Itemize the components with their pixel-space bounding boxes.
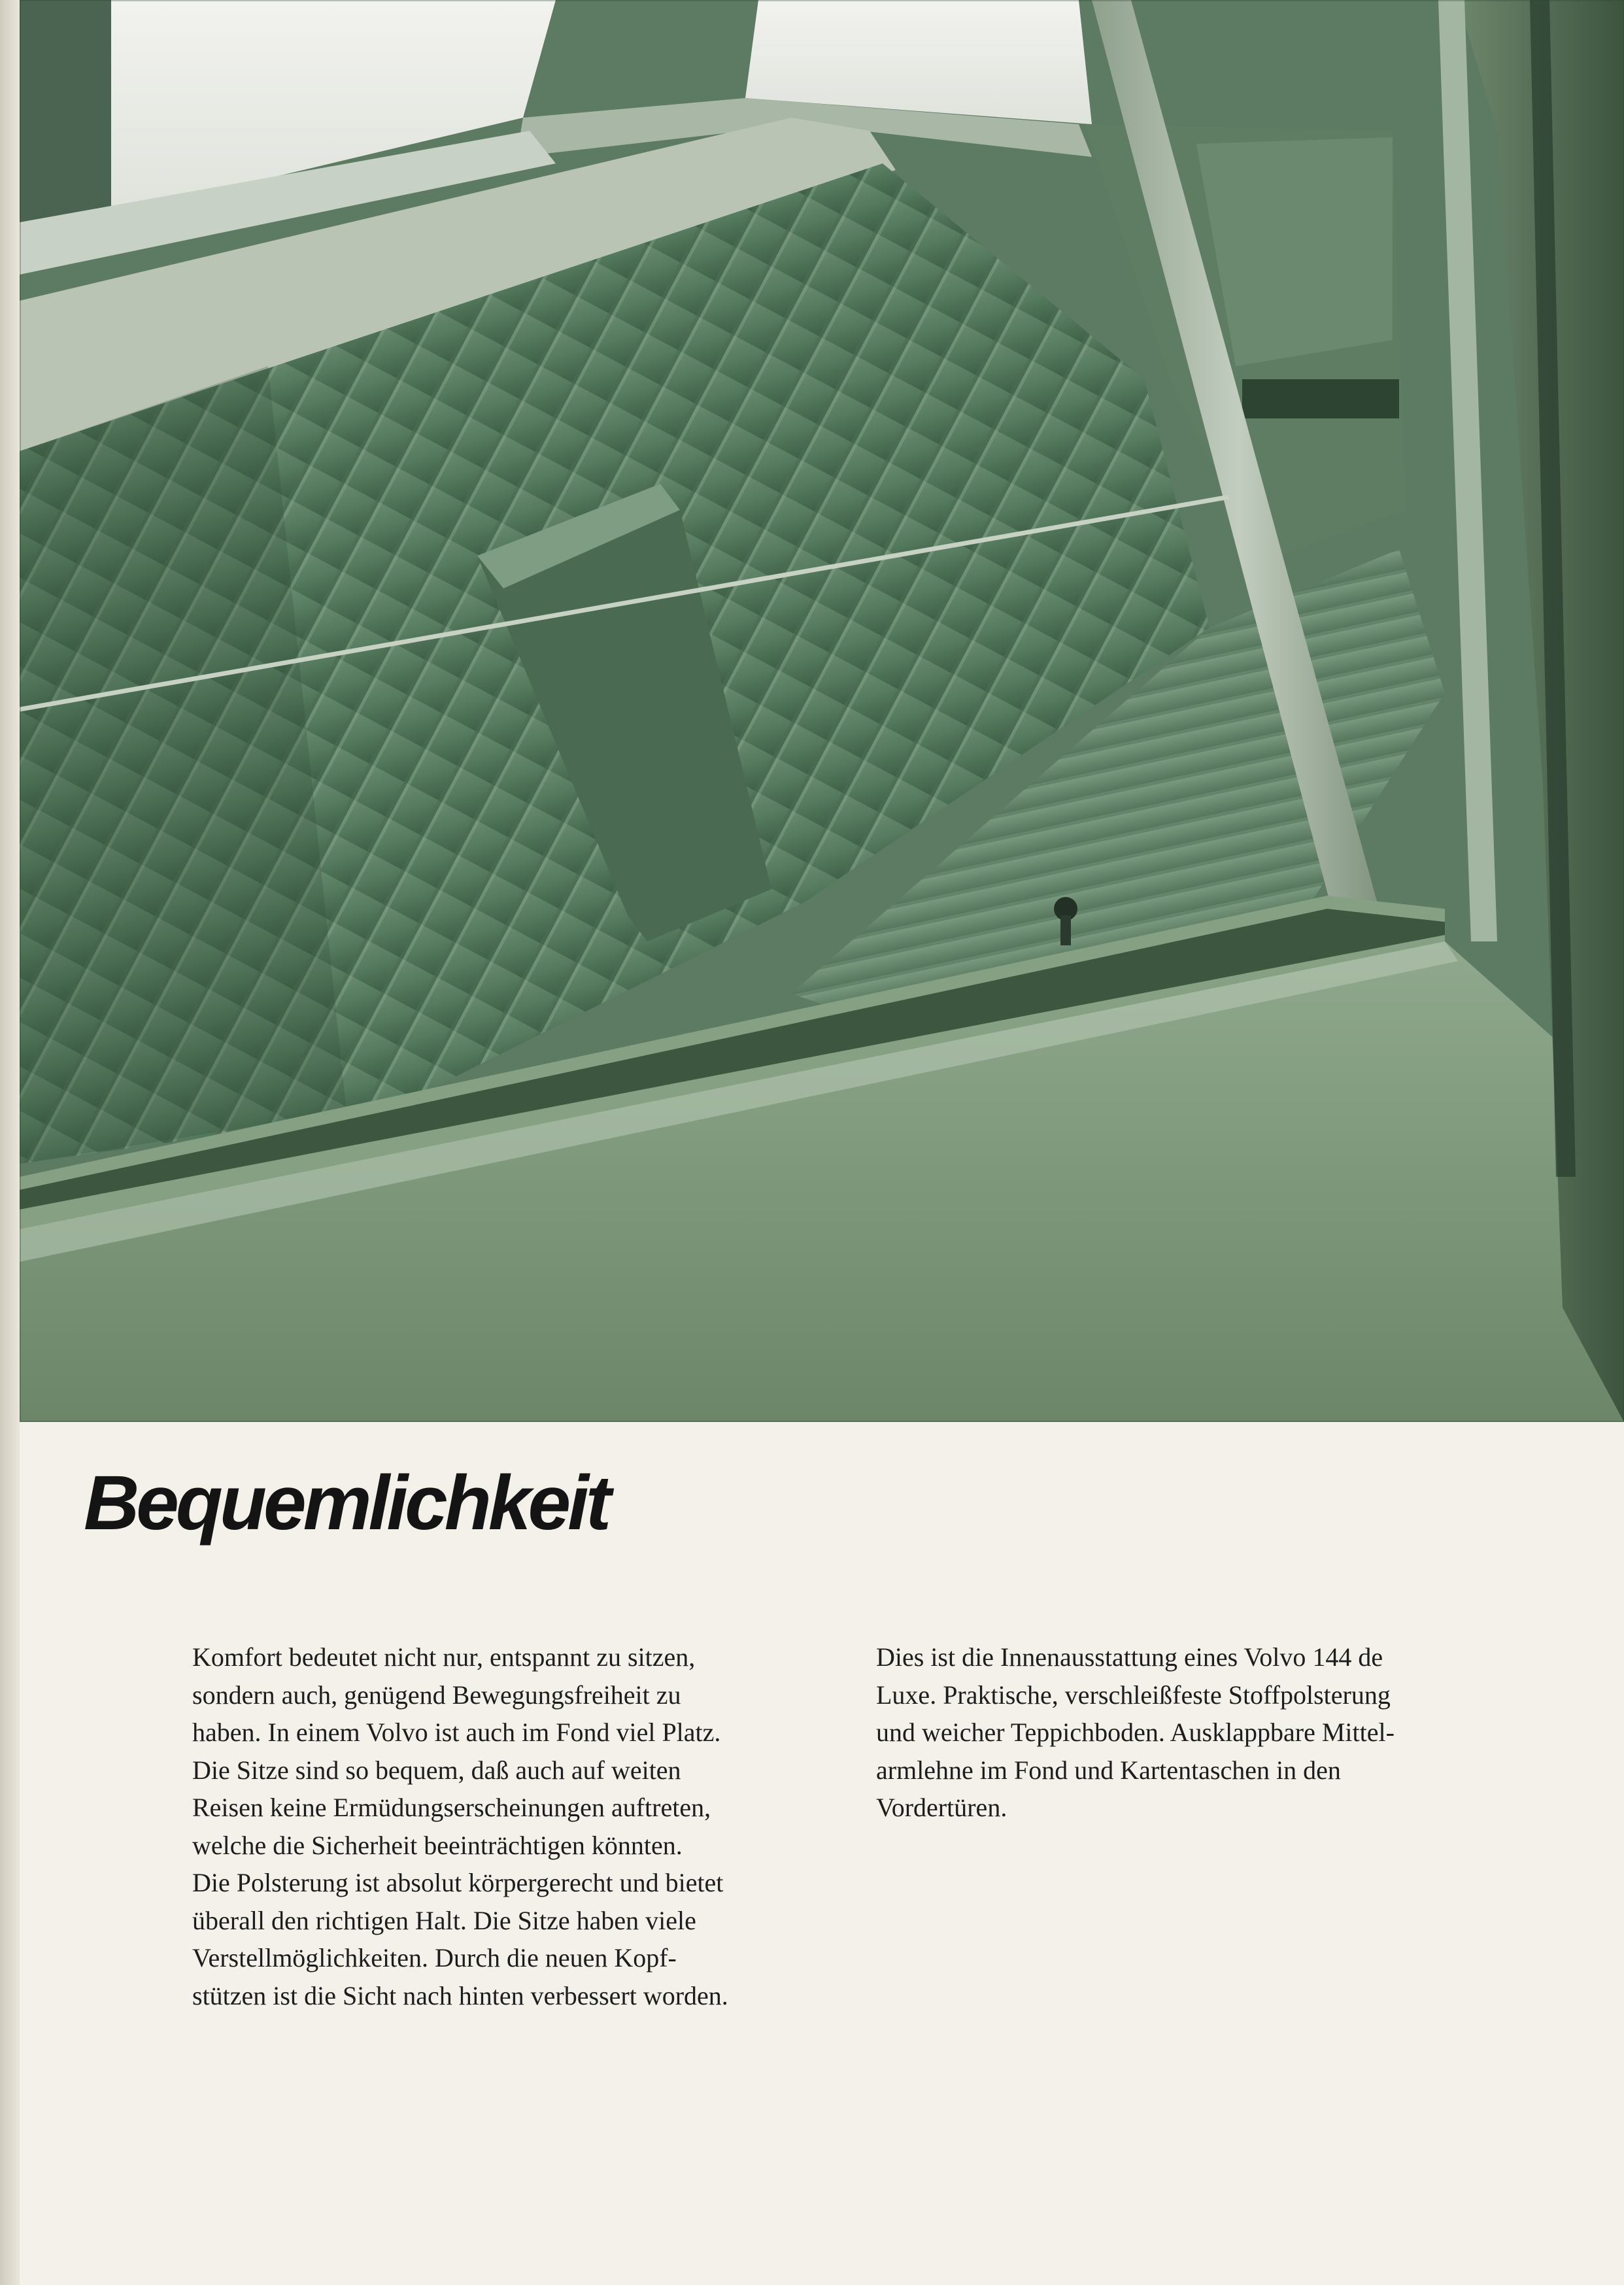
page-edge (0, 0, 20, 2285)
page-headline: Bequemlichkeit (84, 1460, 609, 1546)
text-line: welche die Sicherheit beeinträchtigen könnten. (192, 1830, 683, 1860)
text-line: Die Polsterung ist absolut körpergerecht und bietet (192, 1868, 724, 1897)
body-text-left (192, 1638, 728, 2014)
text-line: stützen ist die Sicht nach hinten verbessert worden. (192, 1980, 728, 2010)
text-line: armlehne im Fond und Kartentaschen in den (876, 1755, 1341, 1785)
text-line: Verstellmöglichkeiten. Durch die neuen Kopf- (192, 1943, 677, 1972)
text-line: Reisen keine Ermüdungserscheinungen auftreten, (192, 1793, 711, 1822)
text-line: Dies ist die Innenausstattung eines Volvo 144 de (876, 1642, 1383, 1672)
text-line: haben. In einem Volvo ist auch im Fond viel Platz. (192, 1718, 721, 1747)
text-line: Die Sitze sind so bequem, daß auch auf weiten (192, 1755, 681, 1785)
text-line: und weicher Teppichboden. Ausklappbare Mittel- (876, 1718, 1395, 1747)
interior-photo (20, 0, 1624, 1422)
body-text-right (876, 1638, 1395, 1827)
text-line: sondern auch, genügend Bewegungsfreiheit zu (192, 1680, 681, 1710)
text-line: überall den richtigen Halt. Die Sitze haben viele (192, 1905, 696, 1935)
text-line: Luxe. Praktische, verschleißfeste Stoffpolsterung (876, 1680, 1391, 1710)
text-line: Vordertüren. (876, 1793, 1007, 1822)
text-line: Komfort bedeutet nicht nur, entspannt zu sitzen, (192, 1642, 696, 1672)
